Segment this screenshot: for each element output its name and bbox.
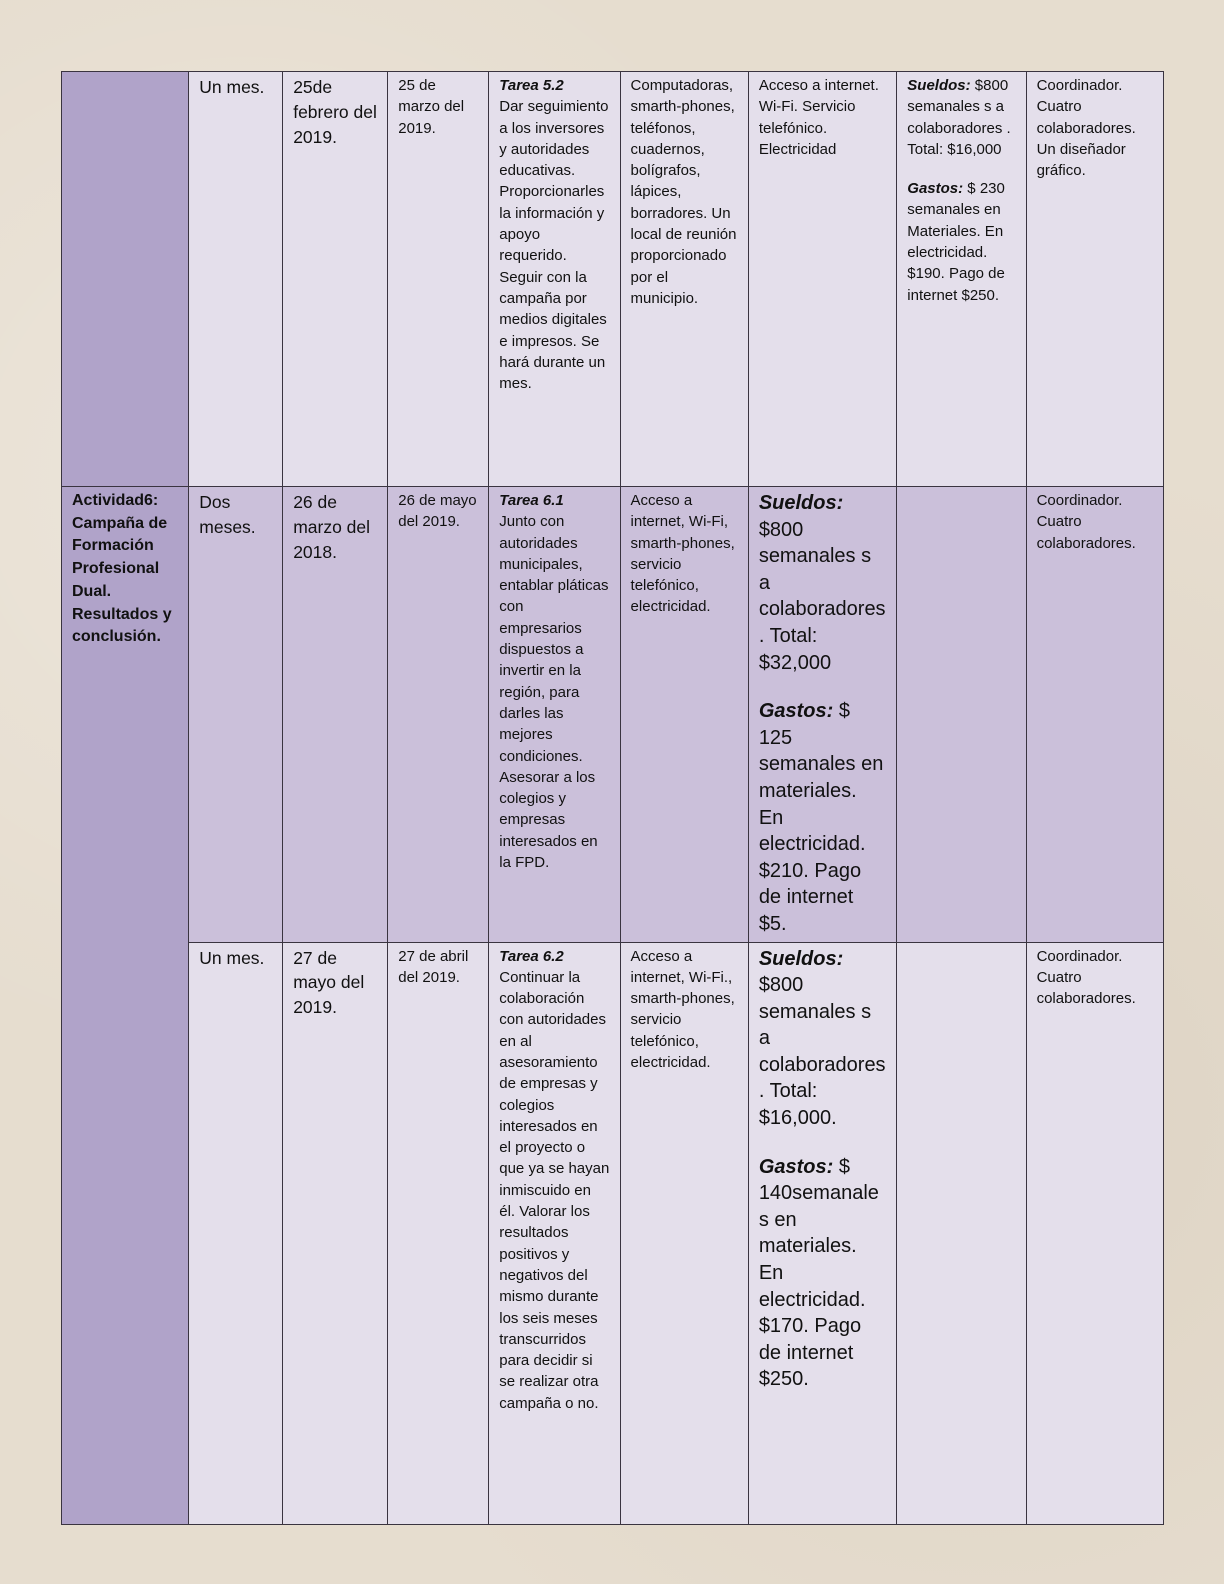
task-cell [489,487,620,943]
sueldos-label: Sueldos: [758,947,844,970]
end-date-cell: 27 de abril del 2019. [388,942,489,1524]
table-row [62,72,1164,487]
activity-plan-table [61,71,1164,1525]
staff-cell: Coordinador. Cuatro colaboradores. [1026,942,1163,1524]
task-title: Tarea 5.2 [499,77,564,94]
start-date-cell: 27 de mayo del 2019. [283,942,388,1524]
activity-cell-empty [62,72,189,487]
gastos-label: Gastos: [758,1155,834,1178]
gastos-label: Gastos: [758,700,834,723]
activity-name-cell: Actividad6: Campaña de Formación Profesional Dual. Resultados y conclusión. [62,487,189,1525]
sueldos-label: Sueldos: [907,77,971,94]
start-date-cell: 25de febrero del 2019. [283,72,388,487]
budget-cell [748,487,896,943]
duration-cell: Dos meses. [189,487,283,943]
task-title: Tarea 6.2 [499,947,564,965]
start-date-cell: 26 de marzo del 2018. [283,487,388,943]
task-description: Junto con autoridades municipales, entablar pláticas con empresarios dispuestos a invertir en la región, para darles las mejores condiciones. Asesorar a los colegios y empresas interesados en la FPD. [499,513,609,872]
sueldos-text: $800 semanales s a colaboradores. Total: $32,000 [758,518,886,674]
sueldos-text: $800 semanales s a colaboradores . Total: $16,000 [907,77,1011,158]
gastos-text: $ 125 semanales en materiales. En electricidad. $210. Pago de internet $5. [758,700,884,935]
materials-cell: Computadoras, smarth-phones, teléfonos, cuadernos, bolígrafos, lápices, borradores. Un local de reunión proporcionado por el municipio. [620,72,748,487]
table-row [62,487,1164,943]
services-cell: Acceso a internet, Wi-Fi, smarth-phones, servicio telefónico, electricidad. [620,487,748,943]
duration-cell: Un mes. [189,942,283,1524]
task-cell [489,72,620,487]
empty-cell [897,942,1026,1524]
staff-cell: Coordinador. Cuatro colaboradores. Un diseñador gráfico. [1026,72,1163,487]
budget-cell [897,72,1026,487]
empty-cell [897,487,1026,943]
staff-cell: Coordinador. Cuatro colaboradores. [1026,487,1163,943]
task-title: Tarea 6.1 [499,492,564,509]
task-cell [489,942,620,1524]
gastos-label: Gastos: [907,180,964,198]
sueldos-text: $800 semanales s a colaboradores. Total: $16,000. [758,974,886,1130]
services-cell: Acceso a internet, Wi-Fi., smarth-phones, servicio telefónico, electricidad. [620,942,748,1524]
budget-cell [748,942,896,1524]
end-date-cell: 25 de marzo del 2019. [388,72,489,487]
end-date-cell: 26 de mayo del 2019. [388,487,489,943]
gastos-text: $ 230 semanales en Materiales. En electricidad. $190. Pago de internet $250. [907,180,1005,304]
task-description: Continuar la colaboración con autoridades en al asesoramiento de empresas y colegios interesados en el proyecto o que ya se hayan inmiscuido en él. Valorar los resultados positivos y negativos del mismo durante los seis meses transcurridos para decidir si se realizar otra campaña o no. [499,968,610,1412]
services-cell: Acceso a internet. Wi-Fi. Servicio telefónico. Electricidad [748,72,896,487]
table-row [62,942,1164,1524]
sueldos-label: Sueldos: [758,492,844,514]
duration-cell: Un mes. [189,72,283,487]
gastos-text: $ 140semanales en materiales. En electricidad. $170. Pago de internet $250. [758,1155,879,1391]
task-description: Dar seguimiento a los inversores y autoridades educativas. Proporcionarles la información y apoyo requerido. Seguir con la campaña por medios digitales e impresos. Se hará durante un mes. [499,98,609,393]
